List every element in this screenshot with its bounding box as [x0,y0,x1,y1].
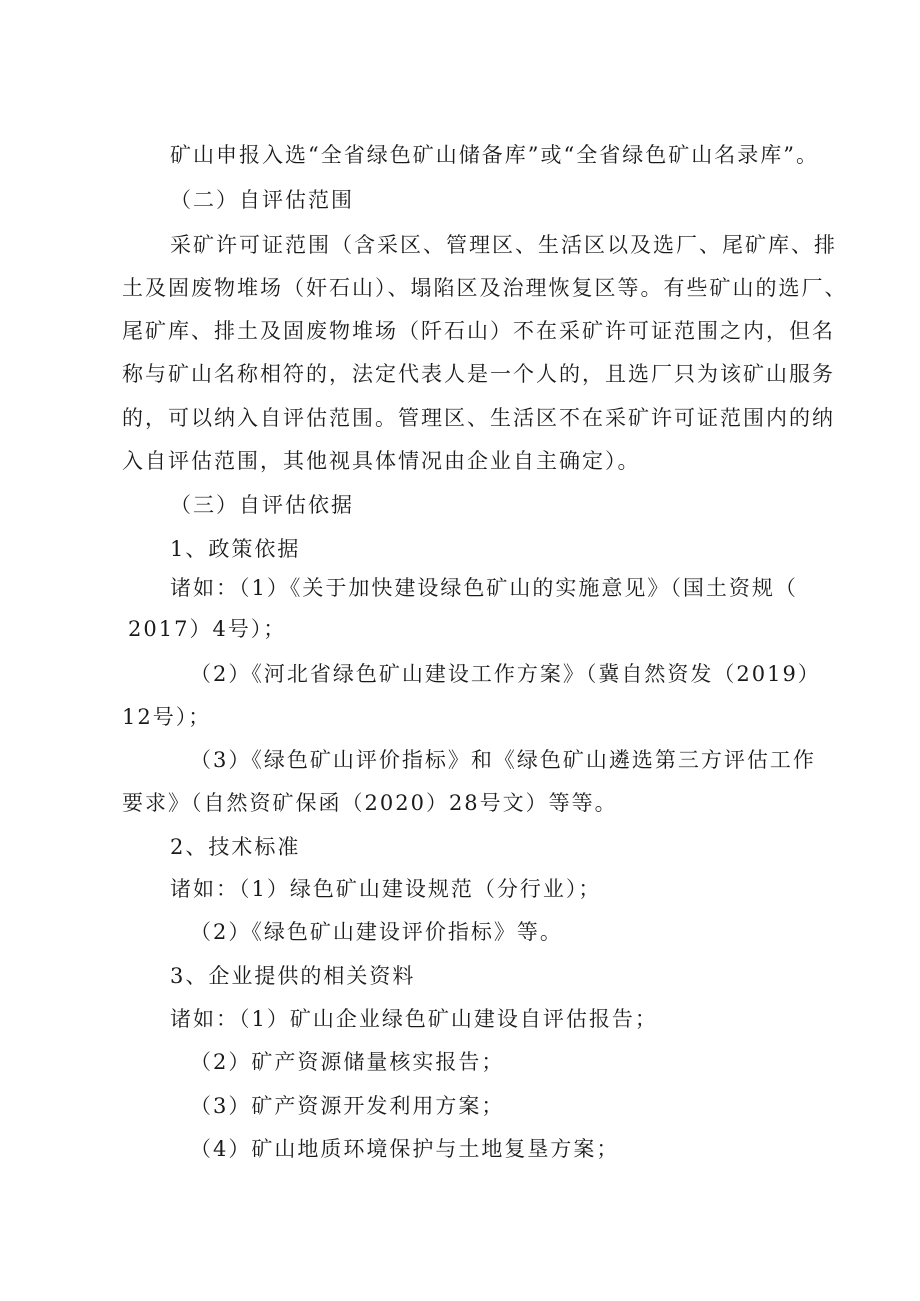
section-heading: （二）自评估范围 [170,188,354,212]
paragraph-line: 采矿许可证范围（含采区、管理区、生活区以及选厂、尾矿库、排 [170,233,837,257]
paragraph-line: （3）《绿色矿山评价指标》和《绿色矿山遴选第三方评估工作 [190,748,816,772]
paragraph-line: 尾矿库、排土及固废物堆场（阡石山）不在采矿许可证范围之内，但名 [122,319,835,343]
section-heading: （三）自评估依据 [170,493,354,517]
paragraph-line: （2）矿产资源储量核实报告； [190,1050,505,1074]
paragraph-line: 诸如：（1）矿山企业绿色矿山建设自评估报告； [170,1007,658,1031]
subsection-heading: 2、技术标准 [170,835,301,859]
paragraph-line: 2017）4号）； [128,617,287,641]
paragraph-line: 称与矿山名称相符的，法定代表人是一个人的，且选厂只为该矿山服务 [122,362,835,386]
paragraph-line: 诸如：（1）绿色矿山建设规范（分行业）； [170,877,602,901]
paragraph-line: （2）《绿色矿山建设评价指标》等。 [190,920,563,944]
paragraph-line: （2）《河北省绿色矿山建设工作方案》（冀自然资发（2019） [190,662,821,686]
paragraph-line: 入自评估范围，其他视具体情况由企业自主确定）。 [122,449,641,473]
paragraph-line: （3）矿产资源开发利用方案； [190,1094,505,1118]
paragraph-line: 土及固废物堆场（奸石山）、塌陷区及治理恢复区等。有些矿山的选厂、 [122,276,848,300]
paragraph-line: 的，可以纳入自评估范围。管理区、生活区不在采矿许可证范围内的纳 [122,406,835,430]
paragraph-line: 要求》（自然资矿保函（2020）28号文）等等。 [122,791,618,815]
paragraph-line: （4）矿山地质环境保护与土地复垦方案； [190,1137,620,1161]
subsection-heading: 3、企业提供的相关资料 [170,964,416,988]
paragraph-line: 矿山申报入选“全省绿色矿山储备库”或“全省绿色矿山名录库”。 [170,143,819,167]
paragraph-line: 诸如：（1）《关于加快建设绿色矿山的实施意见》（国土资规（ [170,576,798,600]
subsection-heading: 1、政策依据 [170,537,301,561]
paragraph-line: 12号）； [122,705,212,729]
